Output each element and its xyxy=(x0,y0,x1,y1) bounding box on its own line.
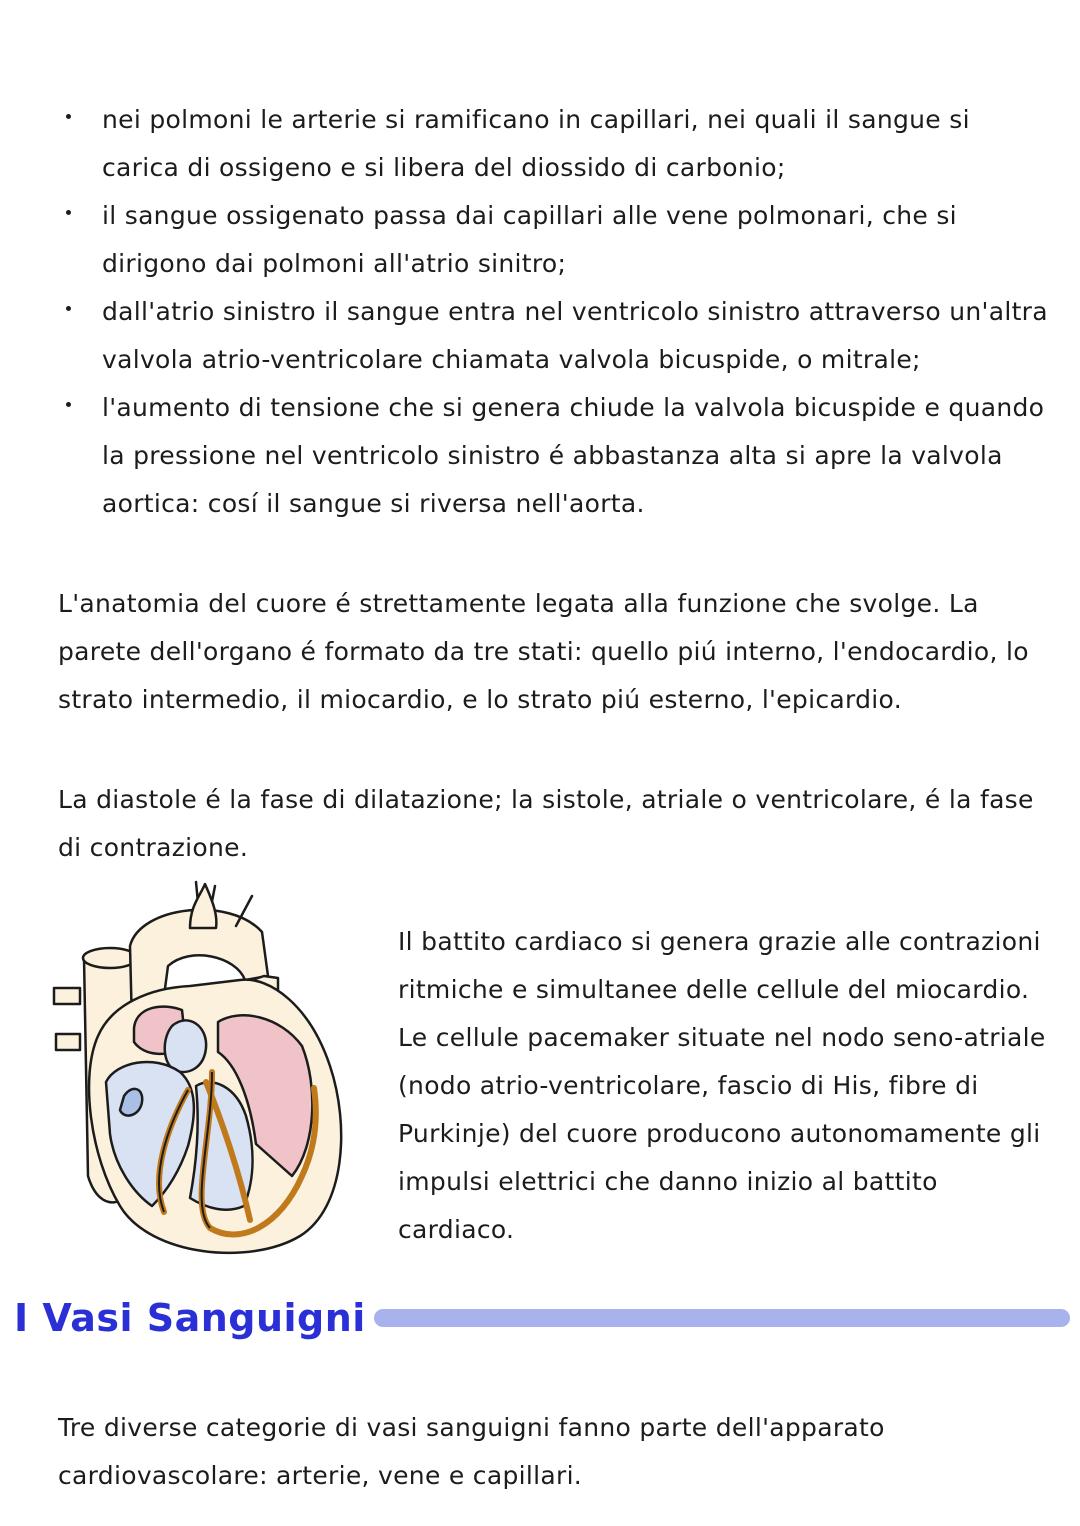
list-item xyxy=(58,384,1048,528)
bullet-dot xyxy=(66,210,71,215)
anatomy-paragraph: L'anatomia del cuore é strettamente legata alla funzione che svolge. La parete dell'organo é formato da tre stati: quello piú interno, l'endocardio, lo strato intermedio, il miocardio, e lo strato piú esterno, l'epicardio. xyxy=(58,589,1029,714)
title-underline xyxy=(374,1309,1070,1327)
diastole-paragraph: La diastole é la fase di dilatazione; la sistole, atriale o ventricolare, é la fase di contrazione. xyxy=(58,785,1034,862)
bullet-dot xyxy=(66,402,71,407)
vessels-paragraph: Tre diverse categorie di vasi sanguigni fanno parte dell'apparato cardiovascolare: arterie, vene e capillari. xyxy=(58,1413,885,1490)
list-item xyxy=(58,288,1048,384)
list-item xyxy=(58,192,1048,288)
bullet-list xyxy=(58,96,1048,528)
bullet-dot xyxy=(66,306,71,311)
bullet-text: l'aumento di tensione che si genera chiude la valvola bicuspide e quando la pressione nel ventricolo sinistro é abbastanza alta si apre la valvola aortica: cosí il sangue si riversa nell'aorta. xyxy=(102,393,1045,518)
heartbeat-paragraph: Il battito cardiaco si genera grazie alle contrazioni ritmiche e simultanee delle cellule del miocardio. Le cellule pacemaker situate nel nodo seno-atriale (nodo atrio-ventricolare, fascio di His, fibre di Purkinje) del cuore producono autonomamente gli impulsi elettrici che danno inizio al battito cardiaco. xyxy=(398,927,1046,1244)
list-item xyxy=(58,96,1048,192)
bullet-dot xyxy=(66,114,71,119)
bullet-text: nei polmoni le arterie si ramificano in capillari, nei quali il sangue si carica di ossigeno e si libera del diossido di carbonio; xyxy=(102,105,970,182)
heart-anatomy-icon xyxy=(40,876,360,1266)
right-atrium-icon xyxy=(165,1020,206,1072)
bullet-text: il sangue ossigenato passa dai capillari alle vene polmonari, che si dirigono dai polmoni all'atrio sinitro; xyxy=(102,201,957,278)
bullet-text: dall'atrio sinistro il sangue entra nel ventricolo sinistro attraverso un'altra valvola atrio-ventricolare chiamata valvola bicuspide, o mitrale; xyxy=(102,297,1048,374)
pulmonary-vein-left-icon xyxy=(54,988,80,1050)
section-title: I Vasi Sanguigni xyxy=(14,1296,366,1340)
